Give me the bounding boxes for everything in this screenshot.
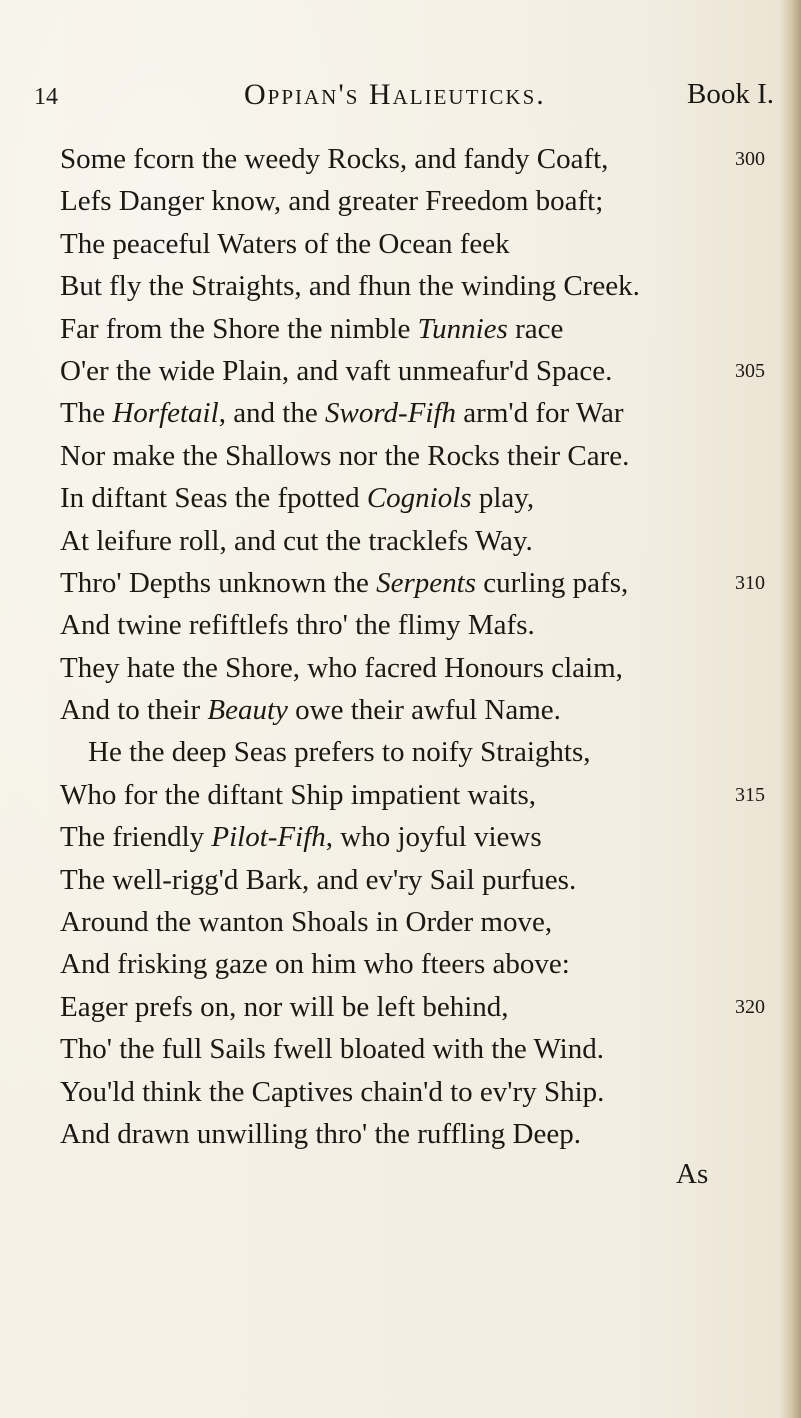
italic-name: Sword-Fifh [325, 397, 457, 430]
text-segment: Lefs Danger know, and greater Freedom boaft; [60, 185, 604, 218]
poem-line-text [60, 991, 509, 1023]
text-segment: He the deep Seas prefers to noify Straights, [88, 736, 591, 769]
poem-line [60, 138, 780, 180]
text-segment: They hate the Shore, who facred Honours claim, [60, 651, 623, 684]
poem-line-text [60, 821, 542, 853]
text-segment: You'ld think the Captives chain'd to ev'ry Ship. [60, 1075, 605, 1108]
text-segment: arm'd for War [456, 397, 624, 430]
poem-line-text [60, 313, 563, 345]
text-segment: And frisking gaze on him who fteers above: [60, 948, 570, 981]
poem-line-text [60, 440, 629, 472]
italic-name: Beauty [207, 694, 288, 727]
page-edge-shadow [779, 0, 801, 1418]
text-segment: , who joyful views [325, 821, 542, 854]
text-segment: Who for the diftant Ship impatient waits, [60, 778, 536, 811]
poem-line [60, 943, 780, 985]
text-segment: The peaceful Waters of the Ocean feek [60, 227, 510, 260]
italic-name: Cogniols [366, 482, 472, 515]
poem-line [60, 1113, 780, 1155]
poem-line [60, 816, 780, 858]
poem-line [60, 731, 780, 773]
poem-line-text [60, 185, 603, 217]
poem-line [60, 265, 780, 307]
text-segment: And drawn unwilling thro' the ruffling Deep. [60, 1117, 581, 1150]
poem-line-text [60, 652, 623, 684]
poem-line [60, 223, 780, 265]
poem-line-text [60, 482, 534, 514]
text-segment: In diftant Seas the fpotted [60, 482, 367, 515]
poem-line [60, 1028, 780, 1070]
book-label: Book I. [687, 78, 774, 110]
poem-line-text [60, 609, 535, 641]
page-number: 14 [34, 84, 58, 110]
poem-line [60, 1071, 780, 1113]
italic-name: Pilot-Fifh [211, 821, 326, 854]
text-segment: curling pafs, [476, 566, 629, 599]
poem-line [60, 647, 780, 689]
text-segment: The friendly [60, 821, 212, 854]
poem-line-text [60, 736, 591, 768]
line-number: 300 [735, 148, 765, 170]
poem-line [60, 435, 780, 477]
text-segment: , and the [218, 397, 325, 430]
poem-line [60, 308, 780, 350]
poem-line-text [60, 864, 576, 896]
line-number: 320 [735, 995, 765, 1018]
line-number: 310 [735, 571, 765, 594]
poem-line [60, 604, 780, 646]
poem-line-text [60, 143, 608, 175]
text-segment: Eager prefs on, nor will be left behind, [60, 990, 509, 1023]
text-segment: Nor make the Shallows nor the Rocks their Care. [60, 439, 630, 472]
poem-line-text [60, 567, 628, 599]
running-title: Oppian's Halieuticks. [244, 78, 546, 111]
text-segment: And twine refiftlefs thro' the flimy Mafs. [60, 609, 535, 642]
text-segment: At leifure roll, and cut the tracklefs Way. [60, 524, 533, 557]
running-header [34, 78, 774, 118]
text-segment: Some fcorn the weedy Rocks, and fandy Coaft, [60, 143, 609, 175]
text-segment: But fly the Straights, and fhun the winding Creek. [60, 270, 640, 303]
text-segment: The well-rigg'd Bark, and ev'ry Sail purfues. [60, 863, 577, 896]
text-segment: Thro' Depths unknown the [60, 566, 377, 599]
poem-line-text [60, 906, 552, 938]
poem-line [60, 689, 780, 731]
poem-line-text [60, 397, 623, 429]
italic-name: Serpents [376, 566, 477, 599]
text-segment: owe their awful Name. [287, 694, 561, 727]
italic-name: Horfetail [112, 397, 219, 430]
text-segment: The [60, 397, 113, 430]
poem-line [60, 180, 780, 222]
poem-text [60, 138, 780, 1155]
poem-line-text [60, 694, 561, 726]
line-number: 305 [735, 359, 765, 382]
poem-line [60, 859, 780, 901]
poem-line [60, 520, 780, 562]
poem-line-text [60, 228, 510, 260]
poem-line [60, 774, 780, 816]
poem-line-text [60, 270, 640, 302]
poem-line-text [60, 1118, 581, 1150]
italic-name: Tunnies [417, 312, 508, 345]
text-segment: O'er the wide Plain, and vaft unmeafur'd Space. [60, 354, 613, 387]
poem-line-text [60, 779, 536, 811]
poem-line-text [60, 948, 570, 980]
poem-line-text [60, 1033, 604, 1065]
poem-line-text [60, 355, 612, 387]
text-segment: Tho' the full Sails fwell bloated with the Wind. [60, 1033, 604, 1066]
poem-line [60, 562, 780, 604]
poem-line [60, 350, 780, 392]
text-segment: race [507, 312, 564, 345]
poem-line-text [60, 525, 533, 557]
catchword: As [676, 1158, 709, 1190]
text-segment: Far from the Shore the nimble [60, 312, 418, 345]
text-segment: play, [471, 482, 535, 515]
text-segment: Around the wanton Shoals in Order move, [60, 906, 553, 939]
text-segment: And to their [60, 694, 208, 727]
line-number: 315 [735, 783, 765, 806]
poem-line [60, 901, 780, 943]
poem-line-text [60, 1076, 604, 1108]
poem-line [60, 986, 780, 1028]
poem-line [60, 477, 780, 519]
poem-line [60, 392, 780, 434]
